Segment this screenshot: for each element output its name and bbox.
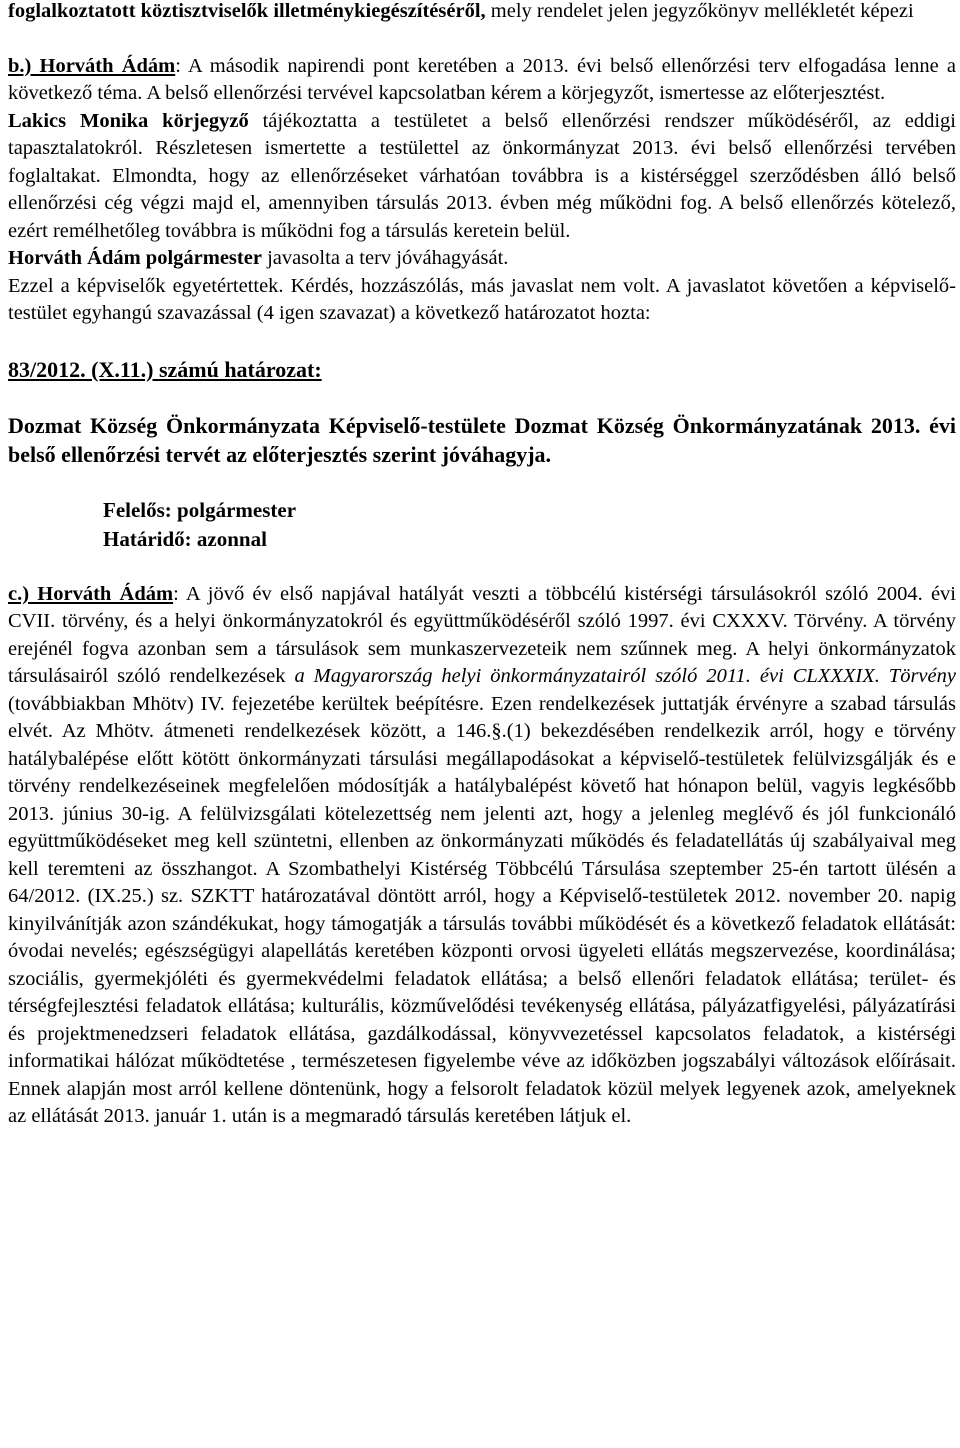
top-text: mely rendelet jelen jegyzőkönyv mellékletét képezi: [485, 0, 914, 22]
resolution-deadline: Határidő: azonnal: [103, 526, 267, 551]
top-bold-text: foglalkoztatott köztisztviselők illetménykiegészítéséről,: [8, 0, 486, 22]
section-c-text-a: : A jövő év első napjával hatályát veszti a többcélú kistérségi társulásokról szóló 2004. évi CVII. törvény, és a helyi önkormányzatokról és együttműködéséről szóló 1997. évi CXXXV. Törvény. A törvény erejénél fogva azonban sem a társulások sem munkaszervezeteik nem szűnnek meg. A helyi önkormányzatok társulásairól szóló rendelkezések: [8, 582, 956, 687]
section-c-marker: c.) Horváth Ádám: [8, 582, 174, 605]
top-paragraph: [8, 0, 956, 26]
resolution-text: Dozmat Község Önkormányzata Képviselő-testülete Dozmat Község Önkormányzatának 2013. évi belső ellenőrzési tervét az előterjesztés szerint jóváhagyja.: [8, 412, 956, 467]
document-page: [8, 0, 956, 1131]
speaker-polgarmester: Horváth Ádám polgármester: [8, 247, 262, 269]
section-b-speech2: [8, 245, 956, 273]
section-c-paragraph: [8, 581, 956, 1131]
resolution-responsible: Felelős: polgármester: [103, 497, 297, 522]
section-b-consent: Ezzel a képviselők egyetértettek. Kérdés, hozzászólás, más javaslat nem volt. A javaslatot követően a képviselő-testület egyhangú szavazással (4 igen szavazat) a következő határozatot hozta:: [8, 274, 956, 324]
section-b-marker: b.) Horváth Ádám: [8, 54, 176, 77]
spacer: [8, 26, 956, 53]
spacer: [8, 469, 956, 496]
speech1-text: tájékoztatta a testületet a belső ellenőrzési rendszer működéséről, az eddigi tapasztalatokról. Részletesen ismertette a testülettel az önkormányzat 2013. évi belső ellenőrzési tervében foglaltakat. Elmondta, hogy az ellenőrzéseket várhatóan továbbra is a kistérséggel szerződésben álló belső ellenőrzési cég végzi majd el, amennyiben társulás 2013. évben még működni fog. A belső ellenőrzés kötelező, ezért remélhetőleg továbbra is működni fog a társulás keretein belül.: [8, 109, 956, 242]
law-reference: a Magyarország helyi önkormányzatairól szóló 2011. évi CLXXXIX. Törvény: [294, 665, 956, 687]
resolution-number: 83/2012. (X.11.) számú határozat:: [8, 356, 322, 382]
section-b-intro-text: : A második napirendi pont keretében a 2013. évi belső ellenőrzési terv elfogadása lenne a következő téma. A belső ellenőrzési tervével kapcsolatban kérem a körjegyzőt, ismertesse az előterjesztést.: [8, 54, 956, 104]
speech2-text: javasolta a terv jóváhagyását.: [261, 247, 509, 269]
spacer: [8, 384, 956, 411]
speaker-korjegyzo: Lakics Monika körjegyző: [8, 109, 249, 132]
spacer: [8, 554, 956, 581]
spacer: [8, 328, 956, 355]
section-b-intro: [8, 53, 956, 108]
section-c-text-b: (továbbiakban Mhötv) IV. fejezetébe kerültek beépítésre. Ezen rendelkezések juttatják érvényre a szabad társulás elvét. Az Mhötv. átmeneti rendelkezések között, a 146.§.(1) bekezdésében rendelkezik arról, hogy e törvény hatálybalépése előtt kötött önkormányzati társulási megállapodásokat a képviselő-testületek felülvizsgálják és e törvény rendelkezéseinek megfelelően módosítják a hatálybalépést követő hat hónapon belül, vagyis legkésőbb 2013. június 30-ig. A felülvizsgálati kötelezettség nem jelenti azt, hogy a jelenleg meglévő és jól funkcionáló együttműködéseket meg kell szüntetni, ellenben az önkormányzati működés és feladatellátás új szabályaival meg kell teremteni az összhangot. A Szombathelyi Kistérség Többcélú Társulása szeptember 25-én tartott ülésén a 64/2012. (IX.25.) sz. SZKTT határozatával döntött arról, hogy a Képviselő-testületek 2012. november 20. napig kinyilvánítják azon szándékukat, hogy támogatják a társulás további működését és a következő feladatok ellátását: óvodai nevelés; egészségügyi alapellátás keretében központi orvosi ügyeleti ellátás megszervezése, koordinálása; szociális, gyermekjóléti és gyermekvédelmi feladatok ellátása; a belső ellenőri feladatok ellátása; terület- és térségfejlesztési feladatok ellátása; kulturális, közművelődési tevékenység ellátása, pályázatfigyelési, pályázatírási és projektmenedzseri feladatok ellátása, gazdálkodással, könyvvezetéssel kapcsolatos feladatok, a kistérségi informatikai hálózat működtetése , természetesen figyelembe véve az időközben jogszabályi változások előírásait. Ennek alapján most arról kellene döntenünk, hogy a felsorolt feladatok közül melyek legyenek azok, amelyeknek az ellátását 2013. január 1. után is a megmaradó társulás keretében látjuk el.: [8, 692, 956, 1127]
section-b-speech1: [8, 108, 956, 246]
